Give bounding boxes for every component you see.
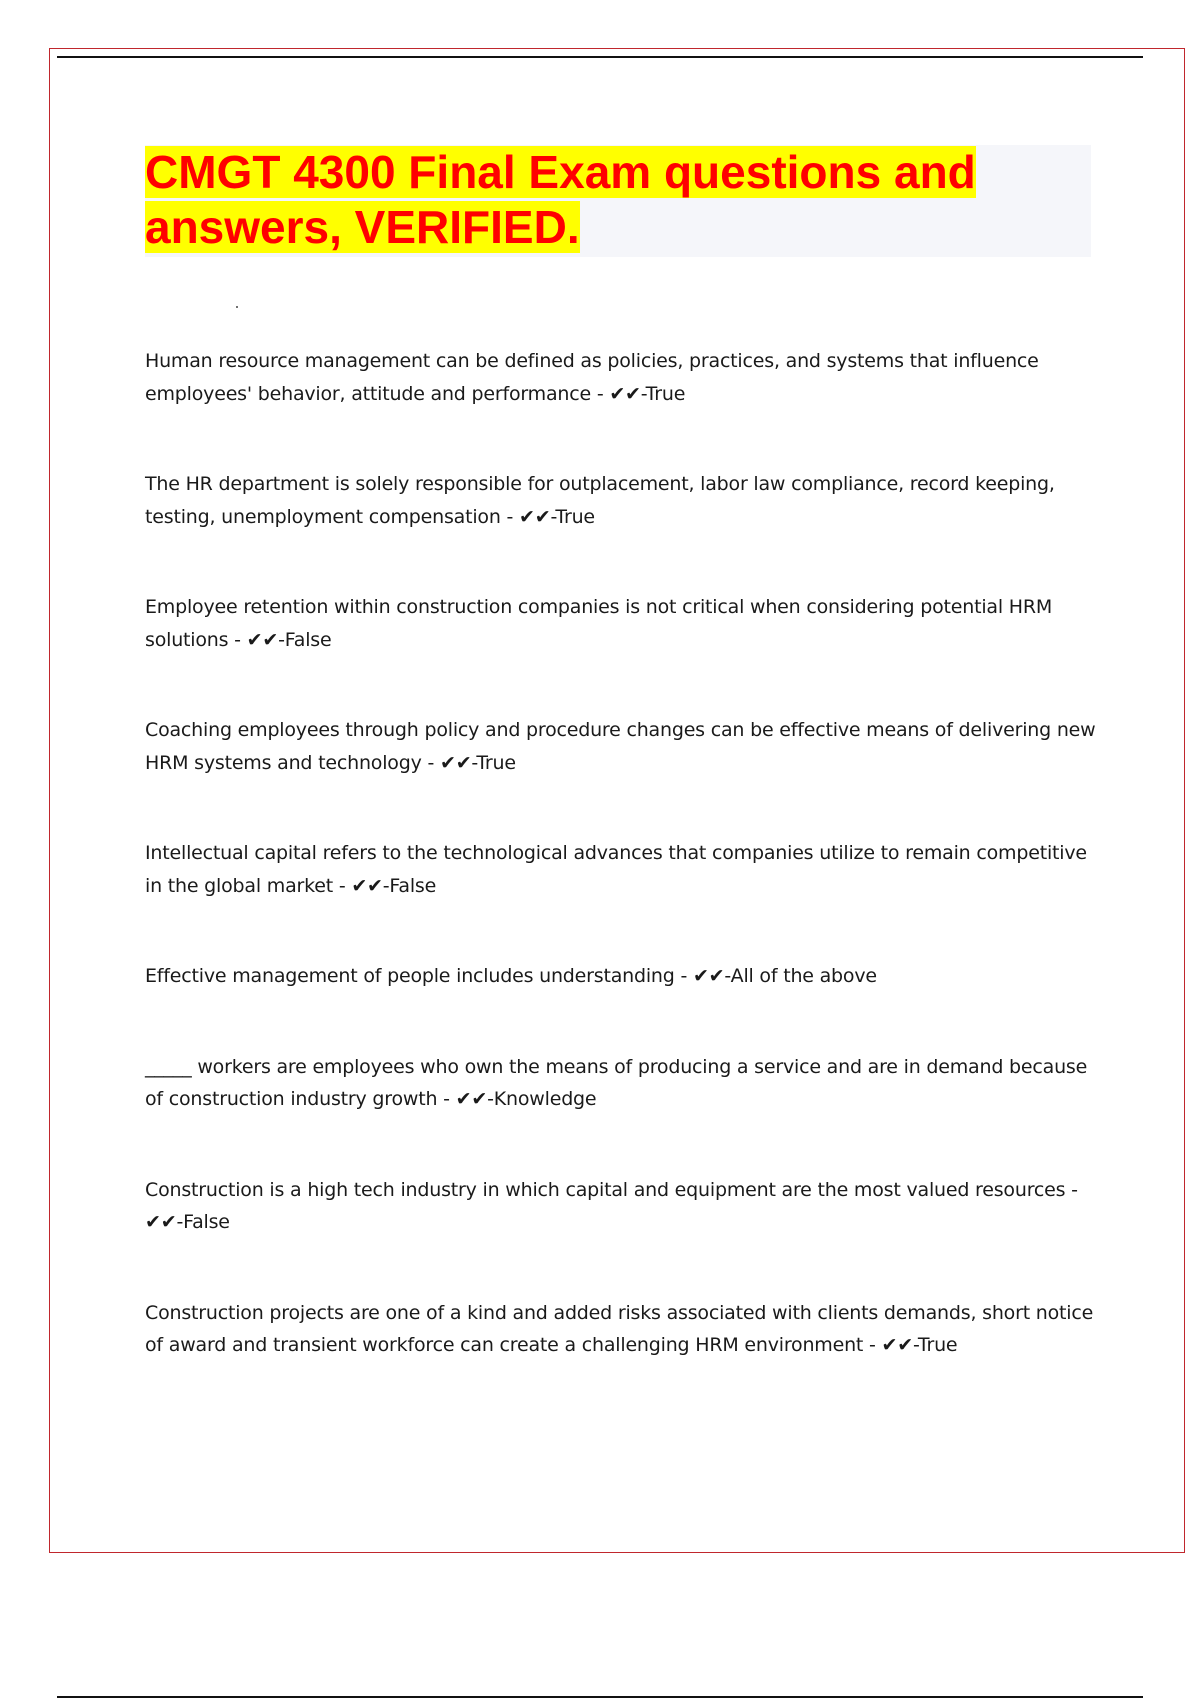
stray-dot-mark [236, 306, 238, 308]
document-title-text: CMGT 4300 Final Exam questions and answers, VERIFIED. [145, 146, 976, 253]
qa-item-5: Intellectual capital refers to the technological advances that companies utilize to remain competitive in the global market - ✔✔-False [145, 842, 1087, 897]
top-rule [57, 56, 1143, 58]
qa-item-4: Coaching employees through policy and procedure changes can be effective means of delivering new HRM systems and technology - ✔✔-True [145, 719, 1096, 774]
question-answer-list [145, 345, 1100, 1420]
qa-item-1: Human resource management can be defined as policies, practices, and systems that influence employees' behavior, attitude and performance - ✔✔-True [145, 350, 1039, 405]
qa-item-9: Construction projects are one of a kind and added risks associated with clients demands, short notice of award and transient workforce can create a challenging HRM environment - ✔✔-True [145, 1301, 1094, 1356]
qa-item-3: Employee retention within construction companies is not critical when considering potential HRM solutions - ✔✔-False [145, 596, 1053, 651]
qa-item-8: Construction is a high tech industry in which capital and equipment are the most valued resources - ✔✔-False [145, 1178, 1078, 1233]
qa-item-7: _____ workers are employees who own the means of producing a service and are in demand because of construction industry growth - ✔✔-Knowledge [145, 1055, 1088, 1110]
document-title [145, 145, 1045, 255]
qa-item-6: Effective management of people includes understanding - ✔✔-All of the above [145, 965, 877, 987]
qa-item-2: The HR department is solely responsible for outplacement, labor law compliance, record keeping, testing, unemployment compensation - ✔✔-True [145, 473, 1055, 528]
bottom-rule [57, 1696, 1143, 1698]
